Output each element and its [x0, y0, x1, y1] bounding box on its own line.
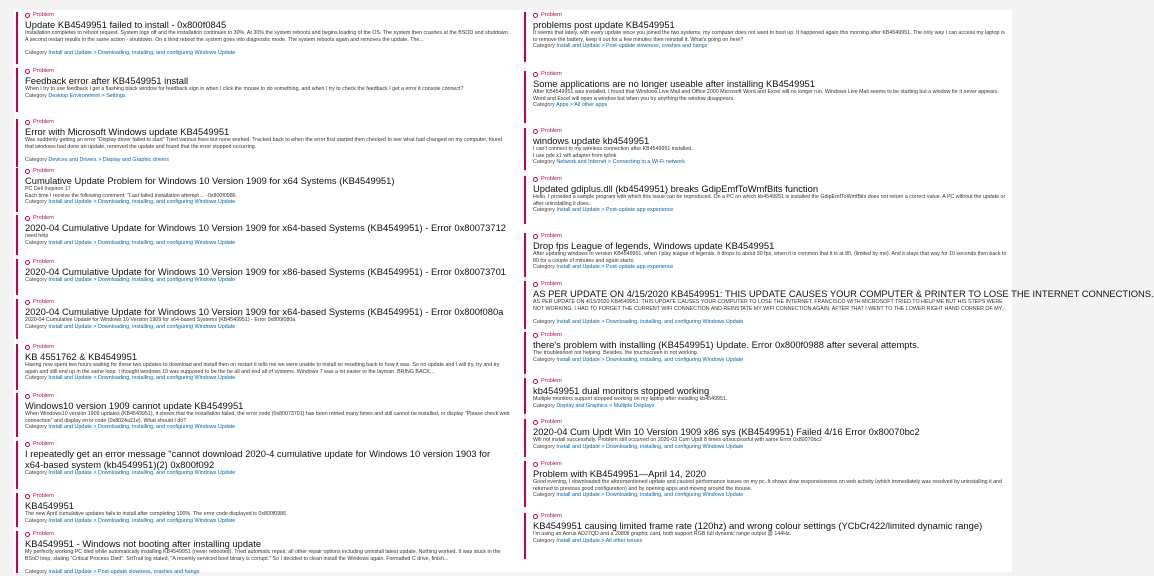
- problem-category: [533, 264, 1010, 271]
- problem-flag-icon: [25, 300, 30, 305]
- problem-category: [533, 102, 1010, 109]
- problem-category: [25, 93, 510, 100]
- subcategory-link[interactable]: Downloading, installing, and configuring Windows Update: [606, 356, 744, 363]
- problem-title-link[interactable]: I repeatedly get an error message "cannot download 2020-4 cumulative update for Windows 10 version 1903 for x64-based system (kb4549951)(2) 0x800f092: [25, 448, 491, 470]
- category-link[interactable]: Install and Update: [556, 443, 600, 450]
- problem-description: After updating windows to version KB4549951, when I play league of legends. it drops to about 30 fps, when it is common that it is at 80, (limited by me). And it stays that way for 10 seconds then back to 80 for a couple of minutes and again starts.: [533, 251, 1007, 264]
- category-separator: >: [93, 323, 98, 330]
- problem-description: It seems that lately, with every update since you joined the two systems, my computer does not want to boot up. It happened again this morning after KB4549951. The only way I can access my laptop is to remove the battery, keep it out for a few minutes then reinstall it. What's going on here?: [533, 30, 1005, 43]
- problem-tag: [533, 332, 1010, 339]
- problem-description: PC Dell Inspiron 17 Each time I receive the following comment: "Last failed installation attempt ... -0x800f0986.: [25, 186, 238, 199]
- problem-title-link[interactable]: Update KB4549951 failed to install - 0x800f0845: [25, 19, 227, 30]
- problem-category: [533, 538, 1010, 545]
- subcategory-link[interactable]: Post-update slowness, crashes and hangs: [98, 568, 200, 575]
- problem-tag: [533, 419, 1010, 426]
- problem-flag-icon: [533, 129, 538, 134]
- problem-tag-label: Problem: [33, 299, 54, 305]
- category-link[interactable]: Install and Update: [48, 199, 92, 205]
- category-separator: >: [98, 156, 103, 163]
- subcategory-link[interactable]: Connecting to a Wi-Fi network: [612, 159, 685, 165]
- subcategory-link[interactable]: Multiple Displays: [613, 402, 655, 409]
- problem-flag-icon: [25, 345, 30, 350]
- subcategory-link[interactable]: Downloading, installing, and configuring Windows Update: [98, 277, 236, 283]
- problem-category: [25, 424, 510, 431]
- problem-title-link[interactable]: Feedback error after KB4549951 install: [25, 75, 189, 86]
- problem-card[interactable]: [16, 393, 510, 437]
- category-separator: >: [93, 239, 98, 246]
- problem-category: [533, 357, 1010, 364]
- problem-card[interactable]: [524, 513, 1010, 559]
- problem-category: [533, 444, 1010, 451]
- problem-title-link[interactable]: KB 4551762 & KB4549951: [25, 351, 138, 362]
- category-link[interactable]: Install and Update: [48, 424, 92, 430]
- problem-tag-label: Problem: [33, 12, 54, 18]
- subcategory-link[interactable]: Post-update slowness, crashes and hangs: [606, 43, 708, 49]
- problem-description: Having now spent two hours waiting for these two updates to download and install then on restart it tells me we were unable to install so resetting back to how it was. So no update and I will try, try and try again and still end up in the same loop. I thought windows 10 was supposed to be the be all and end all of systems. Windows 7 was a lot easier to the layman. BRING BACK...: [25, 362, 500, 375]
- problem-card[interactable]: [524, 128, 1010, 170]
- problem-tag-label: Problem: [33, 119, 54, 125]
- problem-tag-label: Problem: [33, 168, 54, 174]
- category-separator: >: [601, 207, 606, 213]
- category-separator: >: [93, 517, 98, 524]
- category-label: Category: [533, 102, 557, 108]
- problem-description: Installation completes to reboot request. System logs off and the installation continues to 30%. At 30% the system reboots and begins loading of the OS. The system then crashes at the BSOD and shutdown. A second restart results in the same action - shutdown. On a third reboot the system goes into diagnostic mode. The system reboots again and removes the update. The...: [25, 30, 510, 43]
- problem-card[interactable]: [16, 344, 510, 390]
- subcategory-link[interactable]: Settings: [106, 92, 126, 99]
- problem-flag-icon: [25, 169, 30, 174]
- problem-title-link[interactable]: Error with Microsoft Windows update KB4549951: [25, 126, 230, 137]
- category-link[interactable]: Install and Update: [48, 375, 92, 381]
- problem-tag-label: Problem: [541, 461, 562, 467]
- problem-title-link[interactable]: Windows10 version 1909 cannot update KB4549951: [25, 400, 244, 411]
- problem-tag: [25, 119, 510, 126]
- problem-description: Was suddenly getting an error "Display driver failed to start" Tried various fixes but none worked. Tracked back to when the error first started then checked to see what had changed on my computer, found that windows had done an update, removed the update and found that the error stopped occurring.: [25, 137, 503, 150]
- category-separator: >: [601, 43, 606, 49]
- problem-description: need help: [25, 233, 49, 239]
- category-link[interactable]: Install and Update: [556, 356, 600, 363]
- problem-description: My perfectly working PC died while automatically installing KB4549951 (never rebooted). Tried automatic repair, all other repair options including uninstall latest update. Nothing worked. It was stuck in the BSoD loop, stating "Critical Process Died". SrtTrail log stated, "A recently serviced boot binary is corrupt." So I decided to clean install the Windows again. Formatted C drive, finish...: [25, 549, 501, 562]
- problem-title-link[interactable]: 2020-04 Cumulative Update for Windows 10 Version 1909 for x64-based Systems (KB4549951) - Error 0x800f080a: [25, 306, 504, 317]
- category-link[interactable]: Install and Update: [48, 239, 92, 246]
- category-link[interactable]: Install and Update: [48, 517, 92, 524]
- category-separator: >: [569, 102, 575, 108]
- problem-description: AS PER UPDATE ON 4/15/2020 KB4549951: THIS UPDATE CAUSES YOUR COMPUTER TO LOSE THE INTERNET. FRANCISCO WITH MICROSOFT TRIED TO HELP ME BUT HIS STEPS WERE NOT WORKING. I HAD TO FORGET THE CURRENT WIFI CONNECTION AND REINSTATE MY WIFI CONNECTION AGAIN. AFTER THAT I WENT TO THE LOWER RIGHT HAND CORNER OF MY...: [533, 299, 1006, 312]
- category-link[interactable]: Install and Update: [48, 568, 92, 575]
- category-separator: >: [93, 470, 98, 476]
- problem-title-link[interactable]: 2020-04 Cumulative Update for Windows 10 Version 1909 for x86-based Systems (KB4549951) - Error 0x80073701: [25, 266, 506, 277]
- problem-flag-icon: [533, 379, 538, 384]
- problem-tag: [25, 393, 510, 400]
- category-separator: >: [93, 49, 98, 56]
- problem-tag: [533, 461, 1010, 468]
- problem-flag-icon: [25, 394, 30, 399]
- problem-tag: [533, 378, 1010, 385]
- category-label: Category: [533, 443, 557, 450]
- problem-flag-icon: [25, 13, 30, 18]
- problem-title-link[interactable]: windows update kb4549951: [533, 135, 650, 146]
- problem-description: I can't connect to my wireless connection after KB4549951 installed. I use pde x1 wifi adapter from tplink: [533, 146, 693, 159]
- problem-tag-label: Problem: [541, 233, 562, 239]
- problem-flag-icon: [533, 13, 538, 18]
- category-label: Category: [533, 402, 557, 409]
- problem-category: [533, 319, 1010, 326]
- category-separator: >: [601, 443, 606, 450]
- problem-card[interactable]: [16, 119, 510, 167]
- problem-title-link[interactable]: 2020-04 Cumulative Update for Windows 10 Version 1909 for x64-based Systems (KB4549951) - Error 0x80073712: [25, 222, 506, 233]
- subcategory-link[interactable]: Downloading, installing, and configuring Windows Update: [98, 323, 236, 330]
- subcategory-link[interactable]: Post-update app experience: [606, 207, 674, 213]
- problem-description: 2020-04 Cumulative Update for Windows 10 Version 1909 for x64-based Systems (KB4549951) - Error 0x800f080a: [25, 317, 296, 323]
- problem-flag-icon: [25, 260, 30, 265]
- problem-tag-label: Problem: [33, 393, 54, 399]
- problem-tag-label: Problem: [541, 12, 562, 18]
- category-link[interactable]: Display and Graphics: [556, 402, 608, 409]
- problem-title-link[interactable]: Updated gdiplus.dll (kb4549951) breaks GdipEmfToWmfBits function: [533, 183, 819, 194]
- category-label: Category: [25, 323, 49, 330]
- category-separator: >: [601, 537, 606, 544]
- problem-category: [25, 199, 510, 206]
- problem-tag-label: Problem: [33, 259, 54, 265]
- problem-category: [25, 240, 510, 247]
- category-separator: >: [93, 424, 98, 430]
- problem-tag-label: Problem: [541, 128, 562, 134]
- problem-tag: [533, 128, 1010, 135]
- problem-tag: [25, 168, 510, 175]
- problem-flag-icon: [533, 420, 538, 425]
- subcategory-link[interactable]: Display and Graphic drivers: [102, 156, 169, 163]
- problem-title-link[interactable]: KB4549951: [25, 500, 75, 511]
- category-link[interactable]: Install and Update: [556, 207, 600, 213]
- category-link[interactable]: Devices and Drivers: [48, 156, 97, 163]
- problem-title-link[interactable]: Drop fps League of legends, Windows update KB4549951: [533, 240, 775, 251]
- category-label: Category: [25, 517, 49, 524]
- problem-category: [533, 43, 1010, 50]
- problem-category: [25, 470, 510, 477]
- problem-card[interactable]: [16, 531, 510, 573]
- problem-tag-label: Problem: [541, 71, 562, 77]
- problem-card[interactable]: [16, 493, 510, 527]
- problem-flag-icon: [533, 333, 538, 338]
- problem-description: The troubleshoot not helping. Besides, the touchscreen in not working.: [533, 350, 699, 356]
- category-label: Category: [533, 207, 557, 213]
- category-label: Category: [533, 318, 557, 325]
- problem-flag-icon: [25, 532, 30, 537]
- problem-flag-icon: [25, 216, 30, 221]
- category-label: Category: [533, 159, 557, 165]
- problem-title-link[interactable]: Cumulative Update Problem for Windows 10 Version 1909 for x64 Systems (KB4549951): [25, 175, 395, 186]
- subcategory-link[interactable]: Downloading, installing, and configuring Windows Update: [606, 318, 744, 325]
- category-label: Category: [533, 264, 557, 270]
- category-label: Category: [25, 375, 49, 381]
- problem-card[interactable]: [16, 299, 510, 339]
- problem-tag-label: Problem: [541, 419, 562, 425]
- problem-tag-label: Problem: [33, 344, 54, 350]
- problem-tag: [533, 71, 1010, 78]
- problem-title-link[interactable]: Some applications are no longer useable after installing KB4549951: [533, 78, 815, 89]
- problem-title-link[interactable]: KB4549951 causing limited frame rate (120hz) and wrong colour settings (YCbCr422/limited dynamic range): [533, 520, 983, 531]
- category-label: Category: [25, 156, 49, 163]
- category-separator: >: [93, 568, 98, 575]
- category-link[interactable]: Network and Internet: [556, 159, 607, 165]
- category-link[interactable]: Install and Update: [556, 537, 600, 544]
- problem-flag-icon: [533, 282, 538, 287]
- category-separator: >: [601, 318, 606, 325]
- problem-list-page: [14, 10, 1154, 575]
- subcategory-link[interactable]: Downloading, installing, and configuring Windows Update: [98, 49, 236, 56]
- problem-card[interactable]: [16, 215, 510, 255]
- subcategory-link[interactable]: Downloading, installing, and configuring Windows Update: [98, 199, 236, 205]
- category-separator: >: [607, 159, 613, 165]
- problem-description: When Windows10 version 1909 updates (KB4549951), it shows that the installation failed, the error code (0x80073701) has been retried many times and still cannot be installed, or display "Please check web connection" and display error code (0x8024a21e). What should I do?: [25, 411, 510, 424]
- problem-description: I'm using an Aorus AD27QD and a 2080ti graphic card, both support RGB full dynamic range output @ 144Hz.: [533, 531, 792, 537]
- problem-tag-label: Problem: [33, 215, 54, 221]
- problem-category: [25, 375, 510, 382]
- problem-card[interactable]: [524, 233, 1010, 277]
- problem-tag-label: Problem: [541, 176, 562, 182]
- problem-tag-label: Problem: [541, 513, 562, 519]
- category-separator: >: [609, 402, 614, 409]
- subcategory-link[interactable]: Downloading, installing, and configuring Windows Update: [606, 443, 744, 450]
- problem-tag: [533, 513, 1010, 520]
- problem-flag-icon: [25, 69, 30, 74]
- problem-flag-icon: [25, 494, 30, 499]
- problem-card[interactable]: [524, 176, 1010, 224]
- problem-card[interactable]: [16, 441, 510, 489]
- category-separator: >: [93, 277, 98, 283]
- problem-category: [533, 492, 1010, 499]
- problem-tag-label: Problem: [33, 441, 54, 447]
- subcategory-link[interactable]: All other apps: [574, 102, 608, 108]
- category-link[interactable]: Install and Update: [556, 318, 600, 325]
- problem-card[interactable]: [524, 71, 1010, 123]
- category-link[interactable]: Install and Update: [556, 492, 600, 498]
- problem-tag: [25, 531, 510, 538]
- category-link[interactable]: Install and Update: [48, 470, 92, 476]
- problem-card[interactable]: [524, 378, 1010, 414]
- category-label: Category: [25, 277, 49, 283]
- problem-tag: [25, 215, 510, 222]
- category-separator: >: [601, 492, 606, 498]
- category-link[interactable]: Install and Update: [556, 264, 600, 270]
- problem-category: [533, 403, 1010, 410]
- category-link[interactable]: Install and Update: [48, 323, 92, 330]
- category-separator: >: [601, 356, 606, 363]
- category-label: Category: [25, 424, 49, 430]
- subcategory-link[interactable]: Downloading, installing, and configuring Windows Update: [98, 375, 236, 381]
- category-link[interactable]: Install and Update: [556, 43, 600, 49]
- subcategory-link[interactable]: Downloading, installing, and configuring Windows Update: [98, 517, 236, 524]
- problem-title-link[interactable]: there's problem with installing (KB4549951) Update. Error 0x800f0988 after several attempts.: [533, 339, 920, 350]
- problem-tag: [25, 299, 510, 306]
- problem-category: [25, 277, 510, 284]
- category-label: Category: [533, 537, 557, 544]
- problem-card[interactable]: [16, 259, 510, 295]
- category-label: Category: [25, 92, 49, 99]
- problem-tag: [25, 344, 510, 351]
- problem-title-link[interactable]: 2020-04 Cum Updt Win 10 Version 1909 x86 sys (KB4549951) Failed 4/16 Error 0x80070bc2: [533, 426, 920, 437]
- problem-description: When I try to use feedback I get a flashing black window for feedback sign in when I click the mouse to do something, and when I try to check the feedback I get a error it console connect?: [25, 86, 464, 92]
- problem-tag-label: Problem: [541, 378, 562, 384]
- problem-tag: [25, 68, 510, 75]
- subcategory-link[interactable]: All other issues: [605, 537, 643, 544]
- subcategory-link[interactable]: Post-update app experience: [606, 264, 674, 270]
- problem-tag: [533, 12, 1010, 19]
- problem-title-link[interactable]: kb4549951 dual monitors stopped working: [533, 385, 710, 396]
- problem-tag-label: Problem: [33, 493, 54, 499]
- problem-title-link[interactable]: problems post update KB4549951: [533, 19, 675, 30]
- problem-title-link[interactable]: KB4549951 - Windows not booting after installing update: [25, 538, 262, 549]
- category-label: Category: [25, 470, 49, 476]
- problem-card[interactable]: [16, 68, 510, 112]
- problem-flag-icon: [533, 72, 538, 77]
- problem-category: [533, 159, 1010, 166]
- problem-description: After KB4549951 was installed, I found that Windows Live Mail and Office 2000 Microsoft Word and Excel will no longer run. Windows Live Mail seems to be starting but a window for it never appears. Word and Excel will open a window but when you try anything the window disappears.: [533, 89, 999, 102]
- problem-tag: [25, 259, 510, 266]
- problem-card[interactable]: [524, 12, 1010, 62]
- category-label: Category: [533, 492, 557, 498]
- problem-tag: [533, 281, 1010, 288]
- problem-tag: [25, 12, 510, 19]
- problem-tag-label: Problem: [33, 68, 54, 74]
- problem-description: Hello, I provided a sample program with which this issue can be reproduced. On a PC on which kb4549951 is installed the GdipEmfToWmfBits does not return a correct value. A PC without the update or after uninstalling it does.: [533, 194, 1006, 207]
- subcategory-link[interactable]: Downloading, installing, and configuring Windows Update: [98, 239, 236, 246]
- problem-tag-label: Problem: [541, 281, 562, 287]
- problem-description: Multiple monitors support stopped working on my laptop after installing kb4549951.: [533, 396, 728, 402]
- problem-flag-icon: [25, 120, 30, 125]
- problem-card[interactable]: [524, 332, 1010, 374]
- category-separator: >: [93, 375, 98, 381]
- category-separator: >: [601, 264, 606, 270]
- category-separator: >: [101, 92, 107, 99]
- category-label: Category: [25, 199, 49, 205]
- subcategory-link[interactable]: Downloading, installing, and configuring Windows Update: [606, 492, 744, 498]
- category-link[interactable]: Install and Update: [48, 49, 92, 56]
- problem-card[interactable]: [16, 168, 510, 212]
- category-label: Category: [533, 356, 557, 363]
- problem-description: Will not install successfully. Problem still occurred on 2020-03 Cum Updt 8 times unsuccessful with same Error 0x80070bc2: [533, 437, 822, 443]
- problem-card[interactable]: [524, 461, 1010, 507]
- problem-category: [533, 207, 1010, 214]
- problem-category: [25, 324, 510, 331]
- problem-category: [25, 569, 510, 576]
- problem-flag-icon: [533, 234, 538, 239]
- problem-card[interactable]: [16, 12, 510, 64]
- problem-category: [25, 50, 510, 57]
- category-link[interactable]: Install and Update: [48, 277, 92, 283]
- problem-tag: [533, 233, 1010, 240]
- problem-card[interactable]: [524, 419, 1010, 457]
- problem-description: The new April cumulative updates fails to install after completing 100%. The error code displayed is 0x800f0986: [25, 511, 287, 517]
- subcategory-link[interactable]: Downloading, installing, and configuring Windows Update: [98, 470, 236, 476]
- problem-flag-icon: [533, 462, 538, 467]
- category-label: Category: [25, 239, 49, 246]
- problem-title-link[interactable]: AS PER UPDATE ON 4/15/2020 KB4549951: THIS UPDATE CAUSES YOUR COMPUTER & PRINTER TO LOSE THE INTERNET CONNECTIONS.: [533, 288, 1154, 299]
- problem-tag: [25, 441, 510, 448]
- problem-flag-icon: [25, 442, 30, 447]
- problem-flag-icon: [533, 177, 538, 182]
- category-label: Category: [25, 49, 49, 56]
- problem-card[interactable]: [524, 281, 1154, 329]
- problem-tag: [533, 176, 1010, 183]
- category-label: Category: [533, 43, 557, 49]
- category-link[interactable]: Desktop Environment: [48, 92, 100, 99]
- problem-tag-label: Problem: [541, 332, 562, 338]
- category-label: Category: [25, 568, 49, 575]
- problem-tag: [25, 493, 510, 500]
- problem-category: [25, 518, 510, 525]
- problem-title-link[interactable]: Problem with KB4549951—April 14, 2020: [533, 468, 707, 479]
- subcategory-link[interactable]: Downloading, installing, and configuring Windows Update: [98, 424, 236, 430]
- category-separator: >: [93, 199, 98, 205]
- problem-tag-label: Problem: [33, 531, 54, 537]
- category-link[interactable]: Apps: [556, 102, 569, 108]
- problem-flag-icon: [533, 514, 538, 519]
- problem-description: Good evening, I downloaded the aforementioned update and caused performance issues on my pc. It shows slow responsiveness on web activity (which immediately was resolved by uninstalling it and returned to previous good configuration) and by opening apps and moving around the mouse.: [533, 479, 1003, 492]
- problem-category: [25, 157, 510, 164]
